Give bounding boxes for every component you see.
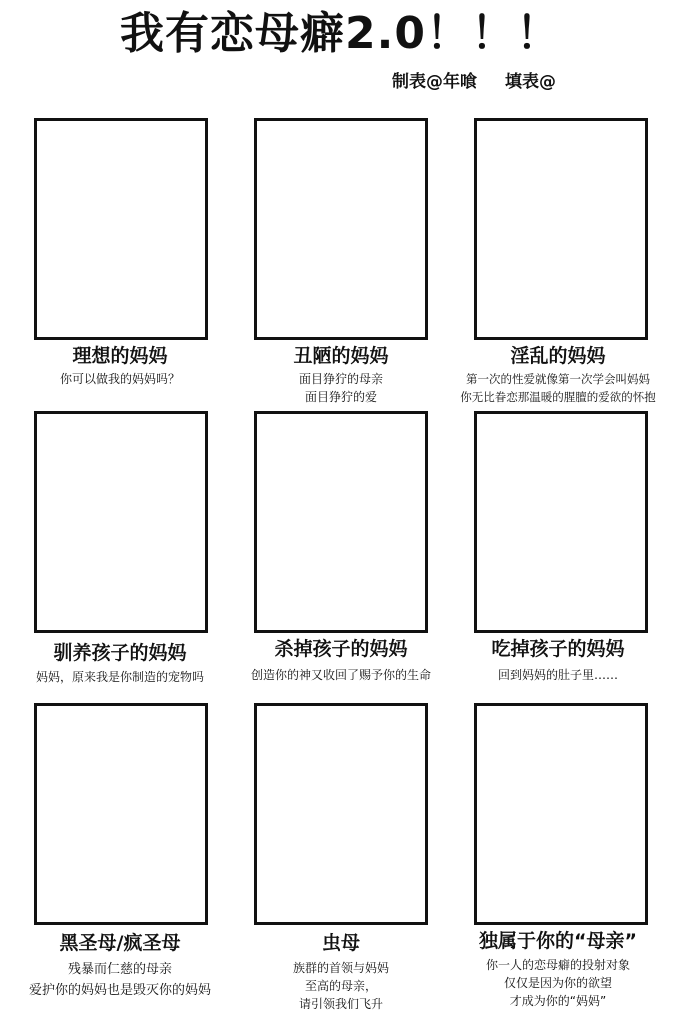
image-frame[interactable] bbox=[34, 411, 208, 633]
description-line: 请引领我们飞升 bbox=[298, 997, 383, 1011]
cell-description bbox=[12, 370, 228, 388]
cell-label: 驯养孩子的妈妈 bbox=[53, 642, 187, 664]
image-frame[interactable] bbox=[474, 118, 648, 340]
image-frame[interactable] bbox=[254, 703, 428, 925]
cell-description bbox=[233, 666, 449, 684]
cell-label: 丑陋的妈妈 bbox=[293, 345, 389, 367]
cell-label: 虫母 bbox=[321, 932, 360, 954]
cell-description bbox=[233, 959, 449, 1013]
description-line: 创造你的神又收回了赐予你的生命 bbox=[250, 668, 431, 682]
description-line: 仅仅是因为你的欲望 bbox=[503, 976, 612, 990]
description-line: 面目狰狞的爱 bbox=[304, 390, 377, 404]
cell-description bbox=[450, 370, 666, 406]
image-frame[interactable] bbox=[474, 411, 648, 633]
cell-description bbox=[12, 959, 228, 1001]
description-line: 第一次的性爱就像第一次学会叫妈妈 bbox=[466, 372, 650, 386]
filler-credit: 填表@ bbox=[505, 72, 556, 92]
cell-description bbox=[450, 956, 666, 1010]
image-frame[interactable] bbox=[474, 703, 648, 925]
cell-label: 独属于你的“母亲” bbox=[479, 930, 637, 952]
description-line: 爱护你的妈妈也是毁灭你的妈妈 bbox=[28, 983, 211, 998]
credits bbox=[392, 70, 556, 94]
description-line: 族群的首领与妈妈 bbox=[292, 961, 389, 975]
description-line: 妈妈，原来我是你制造的宠物吗 bbox=[35, 670, 204, 684]
cell-description bbox=[450, 666, 666, 684]
cell-label: 淫乱的妈妈 bbox=[510, 345, 606, 367]
description-line: 才成为你的“妈妈” bbox=[509, 994, 607, 1008]
cell-description bbox=[233, 370, 449, 406]
description-line: 残暴而仁慈的母亲 bbox=[67, 962, 172, 977]
cell-label: 黑圣母/疯圣母 bbox=[59, 932, 181, 954]
cell-description bbox=[12, 668, 228, 686]
description-line: 你可以做我的妈妈吗？ bbox=[59, 372, 180, 386]
cell-label: 理想的妈妈 bbox=[72, 345, 168, 367]
description-line: 面目狰狞的母亲 bbox=[298, 372, 383, 386]
page-title: 我有恋母癖2.0！！！ bbox=[120, 8, 561, 59]
description-line: 回到妈妈的肚子里…… bbox=[497, 668, 618, 682]
cell-label: 杀掉孩子的妈妈 bbox=[274, 638, 408, 660]
description-line: 你一人的恋母癖的投射对象 bbox=[485, 958, 630, 972]
image-frame[interactable] bbox=[254, 411, 428, 633]
description-line: 你无比眷恋那温暖的腥膻的爱欲的怀抱 bbox=[460, 390, 656, 404]
image-frame[interactable] bbox=[34, 118, 208, 340]
image-frame[interactable] bbox=[34, 703, 208, 925]
cell-label: 吃掉孩子的妈妈 bbox=[491, 638, 625, 660]
description-line: 至高的母亲， bbox=[304, 979, 377, 993]
image-frame[interactable] bbox=[254, 118, 428, 340]
maker-credit: 制表@年喰 bbox=[392, 72, 477, 92]
